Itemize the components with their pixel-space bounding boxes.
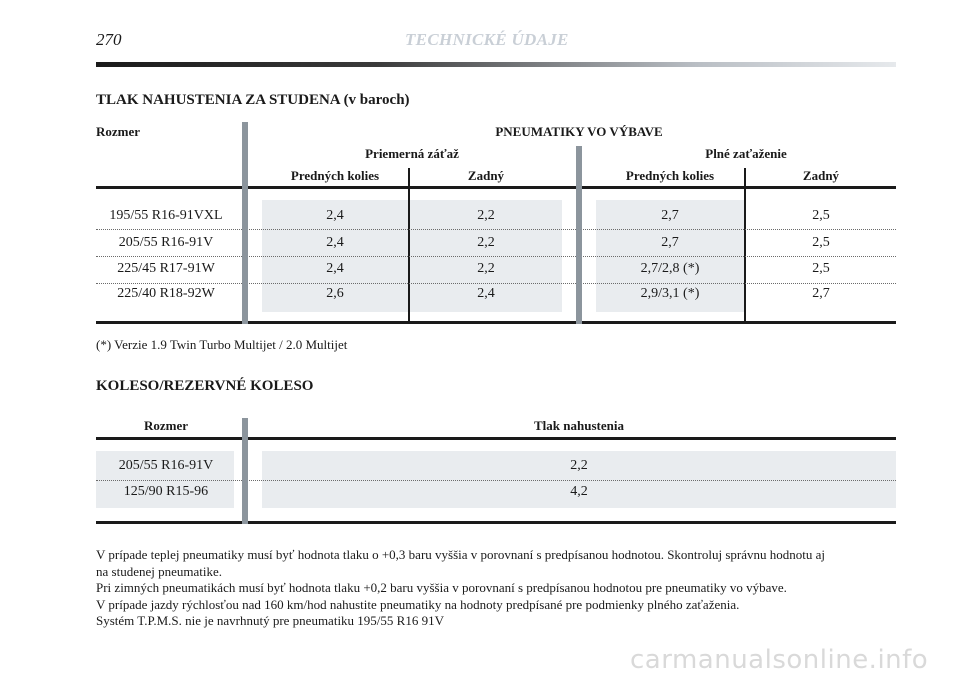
note-line: Systém T.P.M.S. nie je navrhnutý pre pneumatiku 195/55 R16 91V <box>96 613 444 628</box>
row-divider <box>96 283 896 284</box>
table1-size-cell: 225/40 R18-92W <box>117 286 215 301</box>
row-divider <box>96 480 896 481</box>
chapter-title: TECHNICKÉ ÚDAJE <box>405 30 569 49</box>
row-divider <box>96 229 896 230</box>
table1-value-cell: 2,4 <box>326 208 344 223</box>
note-line: Pri zimných pneumatikách musí byť hodnota tlaku +0,2 baru vyššia v porovnaní s predpísanou hodnotou pre pneumatiky vo výbave. <box>96 580 787 595</box>
table1-col-size: Rozmer <box>96 124 141 139</box>
table1-header-divider <box>408 168 410 186</box>
watermark: carmanualsonline.info <box>630 645 929 675</box>
table1-value-cell: 2,4 <box>326 261 344 276</box>
table1-footnote: (*) Verzie 1.9 Twin Turbo Multijet / 2.0 Multijet <box>96 337 348 352</box>
table1-value-cell: 2,7 <box>661 208 679 223</box>
table1-value-cell: 2,2 <box>477 208 495 223</box>
note-line: V prípade jazdy rýchlosťou nad 160 km/hod nahustite pneumatiky na hodnoty predpísané pre podmienky plného zaťaženia. <box>96 596 740 612</box>
table1-header-rule <box>96 186 896 189</box>
table1-value-cell: 2,6 <box>326 286 344 301</box>
table2-value-cell: 4,2 <box>570 484 588 499</box>
table2-col-pressure: Tlak nahustenia <box>534 418 624 433</box>
table1-sub-avg: Priemerná záťaž <box>365 146 459 161</box>
table1-value-cell: 2,7 <box>661 235 679 250</box>
table1-size-cell: 205/55 R16-91V <box>118 235 214 250</box>
row-divider <box>96 256 896 257</box>
table1-avg-front-header: Predných kolies <box>290 168 380 183</box>
page-number: 270 <box>96 30 122 49</box>
table2-bottom-rule <box>96 521 896 524</box>
table1-title: TLAK NAHUSTENIA ZA STUDENA (v baroch) <box>96 92 410 108</box>
table2-size-cell: 205/55 R16-91V <box>118 458 214 473</box>
table1-value-cell: 2,4 <box>326 235 344 250</box>
table1-full-rear-header: Zadný <box>802 168 840 183</box>
table2-title: KOLESO/REZERVNÉ KOLESO <box>96 378 314 394</box>
table1-value-cell: 2,9/3,1 (*) <box>640 286 700 301</box>
table1-size-cell: 195/55 R16-91VXL <box>109 208 223 223</box>
notes-block <box>96 547 901 630</box>
table1-header-divider <box>744 168 746 186</box>
table1-bottom-rule <box>96 321 896 324</box>
table1-size-cell: 225/45 R17-91W <box>117 261 215 276</box>
table1-value-cell: 2,2 <box>477 235 495 250</box>
header-rule <box>96 62 896 67</box>
table1-avg-rear-header: Zadný <box>467 168 505 183</box>
table1-value-cell: 2,5 <box>812 261 830 276</box>
table1-value-cell: 2,5 <box>812 208 830 223</box>
table2-header-rule <box>96 437 896 440</box>
note-line: na studenej pneumatike. <box>96 563 222 579</box>
table1-value-cell: 2,4 <box>477 286 495 301</box>
note-line: V prípade teplej pneumatiky musí byť hodnota tlaku o +0,3 baru vyššia v porovnaní s predpísanou hodnotou. Skontroluj správnu hodnotu aj <box>96 547 825 562</box>
table2-separator-bar <box>242 418 248 524</box>
table1-value-cell: 2,2 <box>477 261 495 276</box>
table1-full-front-header: Predných kolies <box>625 168 715 183</box>
table2-col-size: Rozmer <box>143 418 189 433</box>
table1-sub-full: Plné zaťaženie <box>705 146 787 161</box>
table2-value-cell: 2,2 <box>570 458 588 473</box>
table1-value-cell: 2,5 <box>812 235 830 250</box>
table1-col-group: PNEUMATIKY VO VÝBAVE <box>495 124 663 139</box>
table2-size-cell: 125/90 R15-96 <box>123 484 209 499</box>
table1-separator-bar <box>576 146 582 324</box>
table1-separator-bar <box>242 122 248 324</box>
table1-value-cell: 2,7 <box>812 286 830 301</box>
table1-value-cell: 2,7/2,8 (*) <box>640 261 700 276</box>
